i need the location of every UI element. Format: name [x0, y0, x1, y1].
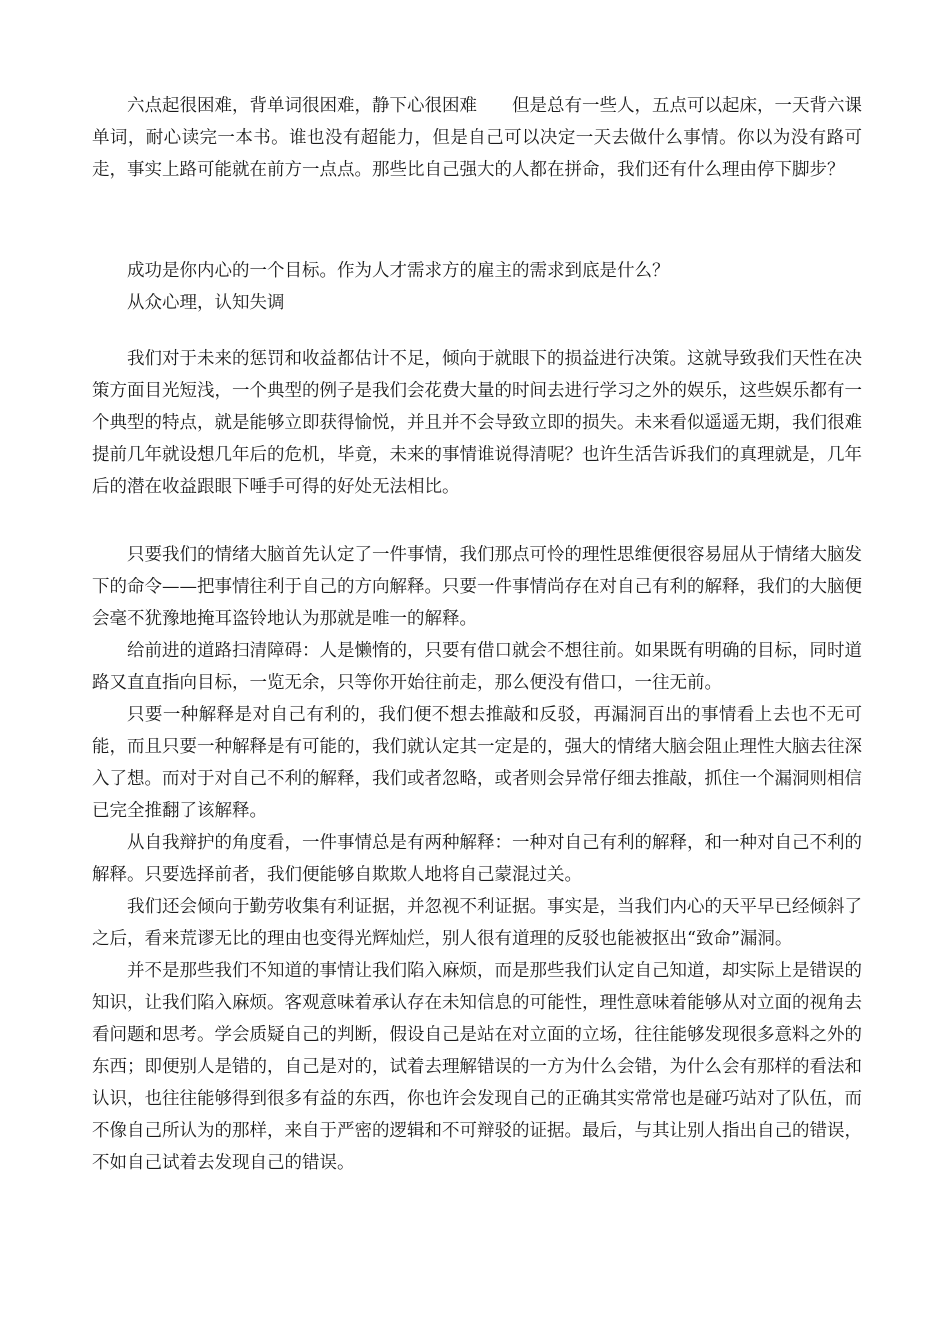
- paragraph: 给前进的道路扫清障碍：人是懒惰的，只要有借口就会不想往前。如果既有明确的目标，同时道路又直直指向目标，一览无余，只等你开始往前走，那么便没有借口，一往无前。: [92, 641, 862, 693]
- paragraph: 我们还会倾向于勤劳收集有利证据，并忽视不利证据。事实是，当我们内心的天平早已经倾斜了之后，看来荒谬无比的理由也变得光辉灿烂，别人很有道理的反驳也能被抠出“致命”漏洞。: [92, 897, 862, 949]
- paragraph: 从众心理，认知失调: [127, 293, 285, 313]
- paragraph: 成功是你内心的一个目标。作为人才需求方的雇主的需求到底是什么？: [127, 261, 670, 281]
- self-justification-section: [92, 539, 862, 1179]
- success-section: [92, 255, 862, 319]
- intro-section: [92, 90, 862, 186]
- future-decision-section: [92, 343, 862, 503]
- paragraph: 从自我辩护的角度看，一件事情总是有两种解释：一种对自己有利的解释，和一种对自己不利的解释。只要选择前者，我们便能够自欺欺人地将自己蒙混过关。: [92, 833, 862, 885]
- paragraph: 六点起很困难，背单词很困难，静下心很困难 但是总有一些人，五点可以起床，一天背六课单词，耐心读完一本书。谁也没有超能力，但是自己可以决定一天去做什么事情。你以为没有路可走，事实上路可能就在前方一点点。那些比自己强大的人都在拼命，我们还有什么理由停下脚步？: [92, 96, 862, 180]
- paragraph: 只要我们的情绪大脑首先认定了一件事情，我们那点可怜的理性思维便很容易屈从于情绪大脑发下的命令——把事情往利于自己的方向解释。只要一件事情尚存在对自己有利的解释，我们的大脑便会毫不犹豫地掩耳盗铃地认为那就是唯一的解释。: [92, 545, 862, 629]
- paragraph: 只要一种解释是对自己有利的，我们便不想去推敲和反驳，再漏洞百出的事情看上去也不无可能，而且只要一种解释是有可能的，我们就认定其一定是的，强大的情绪大脑会阻止理性大脑去往深入了想。而对于对自己不利的解释，我们或者忽略，或者则会异常仔细去推敲，抓住一个漏洞则相信已完全推翻了该解释。: [92, 705, 862, 821]
- paragraph: 我们对于未来的惩罚和收益都估计不足，倾向于就眼下的损益进行决策。这就导致我们天性在决策方面目光短浅，一个典型的例子是我们会花费大量的时间去进行学习之外的娱乐，这些娱乐都有一个典型的特点，就是能够立即获得愉悦，并且并不会导致立即的损失。未来看似遥遥无期，我们很难提前几年就设想几年后的危机，毕竟，未来的事情谁说得清呢？也许生活告诉我们的真理就是，几年后的潜在收益跟眼下唾手可得的好处无法相比。: [92, 349, 862, 497]
- paragraph: 并不是那些我们不知道的事情让我们陷入麻烦，而是那些我们认定自己知道，却实际上是错误的知识，让我们陷入麻烦。客观意味着承认存在未知信息的可能性，理性意味着能够从对立面的视角去看问题和思考。学会质疑自己的判断，假设自己是站在对立面的立场，往往能够发现很多意料之外的东西；即便别人是错的，自己是对的，试着去理解错误的一方为什么会错，为什么会有那样的看法和认识，也往往能够得到很多有益的东西，你也许会发现自己的正确其实常常也是碰巧站对了队伍，而不像自己所认为的那样，来自于严密的逻辑和不可辩驳的证据。最后，与其让别人指出自己的错误，不如自己试着去发现自己的错误。: [92, 961, 862, 1173]
